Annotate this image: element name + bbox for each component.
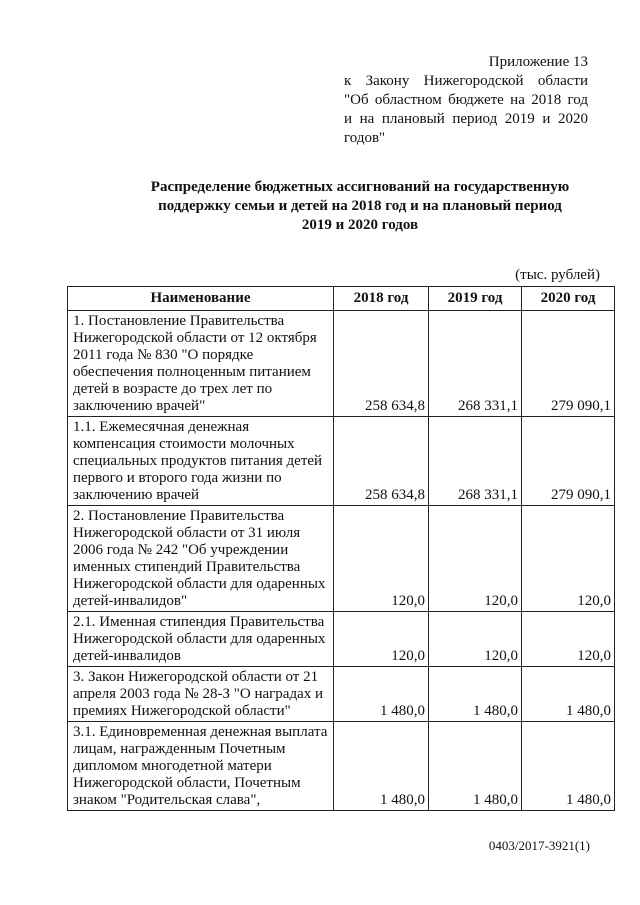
row-name: 3. Закон Нижегородской области от 21 апреля 2003 года № 28-З "О наградах и премиях Нижегородской области" (68, 667, 334, 722)
header-2018: 2018 год (334, 287, 429, 311)
table-row (68, 506, 615, 612)
row-value-2018: 1 480,0 (334, 667, 429, 722)
table-row (68, 612, 615, 667)
row-name: 1. Постановление Правительства Нижегородской области от 12 октября 2011 года № 830 "О порядке обеспечения полноценным питанием детей в возрасте до трех лет по заключению врачей" (68, 311, 334, 417)
title-line3: 2019 и 2020 годов (301, 217, 419, 233)
row-value-2018: 258 634,8 (334, 417, 429, 506)
row-value-2018: 120,0 (334, 506, 429, 612)
row-value-2019: 120,0 (429, 506, 522, 612)
budget-table (67, 286, 615, 811)
appendix-law-title-line3: годов" (344, 130, 386, 146)
row-value-2019: 268 331,1 (429, 417, 522, 506)
row-value-2019: 268 331,1 (429, 311, 522, 417)
appendix-number: Приложение 13 (488, 54, 588, 70)
row-name: 2. Постановление Правительства Нижегородской области от 31 июля 2006 года № 242 "Об учреждении именных стипендий Правительства Нижегородской области для одаренных детей-инвалидов" (68, 506, 334, 612)
appendix-header (344, 53, 588, 148)
row-value-2020: 120,0 (522, 506, 615, 612)
row-value-2020: 120,0 (522, 612, 615, 667)
appendix-law-line: к Закону Нижегородской области (344, 73, 588, 89)
row-value-2018: 120,0 (334, 612, 429, 667)
row-value-2020: 279 090,1 (522, 311, 615, 417)
units-note: (тыс. рублей) (515, 267, 600, 283)
document-title (120, 178, 600, 235)
row-value-2020: 1 480,0 (522, 667, 615, 722)
row-name: 1.1. Ежемесячная денежная компенсация стоимости молочных специальных продуктов питания детей первого и второго года жизни по заключению врачей (68, 417, 334, 506)
header-name: Наименование (68, 287, 334, 311)
row-value-2020: 1 480,0 (522, 722, 615, 811)
row-value-2019: 1 480,0 (429, 722, 522, 811)
row-value-2018: 1 480,0 (334, 722, 429, 811)
title-line2: поддержку семьи и детей на 2018 год и на плановый период (158, 198, 562, 214)
table-row (68, 417, 615, 506)
row-value-2019: 1 480,0 (429, 667, 522, 722)
row-value-2018: 258 634,8 (334, 311, 429, 417)
header-2020: 2020 год (522, 287, 615, 311)
table-row (68, 311, 615, 417)
appendix-law-title-line1: "Об областном бюджете на 2018 год (344, 92, 588, 108)
appendix-law-title-line2: и на плановый период 2019 и 2020 (344, 111, 588, 127)
row-name: 2.1. Именная стипендия Правительства Нижегородской области для одаренных детей-инвалидов (68, 612, 334, 667)
document-code: 0403/2017-3921(1) (488, 838, 590, 853)
header-2019: 2019 год (429, 287, 522, 311)
title-line1: Распределение бюджетных ассигнований на государственную (150, 179, 570, 195)
row-name: 3.1. Единовременная денежная выплата лицам, награжденным Почетным дипломом многодетной матери Нижегородской области, Почетным знаком "Родительская слава", (68, 722, 334, 811)
row-value-2020: 279 090,1 (522, 417, 615, 506)
row-value-2019: 120,0 (429, 612, 522, 667)
table-row (68, 667, 615, 722)
table-header-row (68, 287, 615, 311)
table-row (68, 722, 615, 811)
